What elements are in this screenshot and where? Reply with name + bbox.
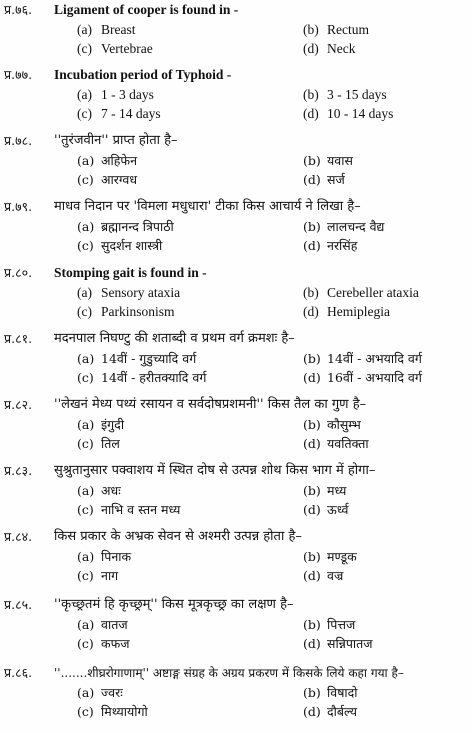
question-number: प्र.८१. (4, 331, 33, 346)
option-b: (b) कौसुम्भ (303, 417, 361, 432)
option-a: (a) Sensory ataxia (77, 285, 181, 300)
option-a: (a) वातज (77, 617, 128, 632)
question-text: Stomping gait is found in - (54, 265, 207, 280)
question-text: सुश्रुतानुसार पक्वाशय में स्थित दोष से उत्पन्न शोथ किस भाग में होगा– (54, 463, 376, 478)
option-b: (b) Cerebeller ataxia (303, 285, 419, 300)
question-text: Ligament of cooper is found in - (54, 2, 239, 17)
question-text: ''लेखनं मेध्य पथ्यं रसायन व सर्वदोषप्रशमनी'' किस तैल का गुण है– (54, 397, 367, 412)
option-d: (d) Neck (303, 41, 356, 56)
option-b: (b) 14वीं - अभयादि वर्ग (303, 351, 422, 366)
question-text: ''कृच्छ्रतमं हि कृच्छ्रम्'' किस मूत्रकृच्छ्र का लक्षण है– (54, 597, 294, 612)
option-d: (d) सर्ज (303, 172, 345, 187)
question-text: माधव निदान पर 'विमला मधुधारा' टीका किस आचार्य ने लिखा है– (54, 199, 361, 214)
option-a: (a) Breast (77, 22, 136, 37)
option-d: (d) वज्र (303, 568, 344, 583)
option-b: (b) मध्य (303, 483, 347, 498)
option-d: (d) 10 - 14 days (303, 106, 394, 121)
question-number: प्र.७९. (4, 199, 33, 214)
option-d: (d) 16वीं - अभयादि वर्ग (303, 370, 422, 385)
option-d: (d) यवतिक्ता (303, 436, 369, 451)
option-b: (b) 3 - 15 days (303, 87, 387, 102)
option-a: (a) ब्रह्मानन्द त्रिपाठी (77, 219, 174, 234)
option-b: (b) मण्डूक (303, 549, 357, 564)
option-c: (c) 7 - 14 days (77, 106, 161, 121)
question-number: प्र.८४. (4, 529, 33, 544)
question-number: प्र.७७. (4, 67, 33, 82)
option-a: (a) अधः (77, 483, 121, 498)
option-d: (d) दौर्बल्य (303, 704, 357, 719)
option-c: (c) तिल (77, 436, 120, 451)
option-b: (b) पित्तज (303, 617, 356, 632)
question-text: किस प्रकार के अभ्रक सेवन से अश्मरी उत्पन्न होता है– (54, 529, 302, 544)
option-c: (c) कफज (77, 636, 130, 651)
option-b: (b) लालचन्द वैद्य (303, 219, 385, 234)
option-c: (c) नाभि व स्तन मध्य (77, 502, 181, 517)
option-a: (a) 1 - 3 days (77, 87, 154, 102)
option-c: (c) Vertebrae (77, 41, 153, 56)
option-c: (c) सुदर्शन शास्त्री (77, 238, 163, 253)
option-a: (a) ज्वरः (77, 685, 123, 700)
option-c: (c) 14वीं - हरीतक्यादि वर्ग (77, 370, 207, 385)
question-text: ''तुरंजवीन'' प्राप्त होता है– (54, 133, 178, 148)
option-d: (d) नरसिंह (303, 238, 358, 253)
option-a: (a) 14वीं - गुडुच्यादि वर्ग (77, 351, 197, 366)
question-text: मदनपाल निघण्टु की शताब्दी व प्रथम वर्ग क्रमशः है– (54, 331, 295, 346)
question-text: Incubation period of Typhoid - (54, 67, 232, 82)
option-a: (a) पिनाक (77, 549, 132, 564)
option-d: (d) Hemiplegia (303, 304, 390, 319)
option-a: (a) इंगुदी (77, 417, 125, 432)
option-c: (c) नाग (77, 568, 119, 583)
option-b: (b) यवास (303, 153, 353, 168)
question-number: प्र.७६. (4, 2, 33, 17)
question-number: प्र.८०. (4, 265, 33, 280)
option-d: (d) ऊर्ध्व (303, 502, 349, 517)
option-c: (c) Parkinsonism (77, 304, 175, 319)
question-number: प्र.८६. (4, 665, 33, 680)
option-c: (c) मिथ्यायोगो (77, 704, 148, 719)
question-number: प्र.८५. (4, 597, 33, 612)
option-d: (d) सन्निपातज (303, 636, 373, 651)
question-number: प्र.८२. (4, 397, 33, 412)
option-c: (c) आरग्वध (77, 172, 138, 187)
question-number: प्र.८३. (4, 463, 33, 478)
question-number: प्र.७८. (4, 133, 33, 148)
option-b: (b) Rectum (303, 22, 369, 37)
question-text: ''.......शीघ्ररोगाणाम्'' अष्टाङ्ग संग्रह के अग्रय प्रकरण में किसके लिये कहा गया है– (54, 666, 404, 680)
option-a: (a) अहिफेन (77, 153, 138, 168)
option-b: (b) विषादो (303, 685, 358, 700)
